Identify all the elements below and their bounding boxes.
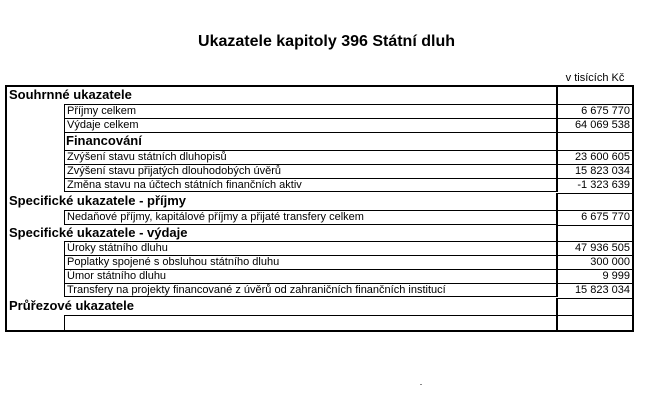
item-cell	[64, 104, 558, 118]
value-cell	[556, 178, 634, 192]
item-cell	[64, 210, 558, 225]
item-cell	[64, 150, 558, 164]
item-label: Nedaňové příjmy, kapitálové příjmy a přijaté transfery celkem	[67, 211, 364, 223]
subsection-label-financing: Financování	[66, 133, 142, 148]
value-cell	[556, 315, 634, 330]
value-cell-empty	[556, 87, 634, 104]
value-cell	[556, 164, 634, 178]
value-cell	[556, 283, 634, 297]
table-row	[7, 315, 634, 330]
table-row	[7, 241, 634, 255]
page-title: Ukazatele kapitoly 396 Státní dluh	[198, 33, 455, 50]
subsection-header-financing	[7, 132, 634, 150]
item-value: 6 675 770	[581, 211, 630, 223]
table-row	[7, 150, 634, 164]
item-value: 23 600 605	[574, 151, 630, 163]
item-value: 64 069 538	[574, 119, 630, 131]
table-row	[7, 210, 634, 225]
scan-speck	[420, 384, 422, 385]
section-label-crosscutting: Průřezové ukazatele	[9, 298, 135, 313]
table-row	[7, 104, 634, 118]
item-cell	[64, 178, 558, 192]
value-cell-empty	[556, 193, 634, 210]
value-cell	[556, 150, 634, 164]
item-cell	[64, 164, 558, 178]
section-label-revenue: Specifické ukazatele - příjmy	[9, 193, 187, 208]
table-row	[7, 118, 634, 132]
item-label: Zvýšení stavu přijatých dlouhodobých úvěrů	[67, 165, 282, 177]
value-cell-empty	[556, 225, 634, 241]
item-cell	[64, 118, 558, 132]
item-value: 9 999	[602, 270, 630, 282]
value-cell	[556, 118, 634, 132]
table-row	[7, 269, 634, 283]
item-value: 15 823 034	[574, 284, 630, 296]
item-label: Výdaje celkem	[67, 119, 139, 131]
item-label: Zvýšení stavu státních dluhopisů	[67, 151, 227, 163]
item-label: Příjmy celkem	[67, 105, 137, 117]
value-cell	[556, 255, 634, 269]
item-cell	[64, 241, 558, 255]
item-value: 6 675 770	[581, 105, 630, 117]
section-label-expenditure: Specifické ukazatele - výdaje	[9, 225, 188, 240]
unit-note: v tisících Kč	[565, 72, 625, 84]
item-cell	[64, 283, 558, 297]
table-row	[7, 255, 634, 269]
item-label: Změna stavu na účtech státních finančních aktiv	[67, 179, 302, 191]
item-label: Úroky státního dluhu	[67, 242, 168, 254]
table-row	[7, 178, 634, 192]
section-label-summary: Souhrnné ukazatele	[9, 87, 132, 102]
item-cell	[64, 315, 558, 330]
value-cell-empty	[556, 132, 634, 150]
section-header-crosscutting	[7, 298, 634, 315]
item-value: 15 823 034	[574, 165, 630, 177]
value-cell	[556, 210, 634, 225]
item-label: Poplatky spojené s obsluhou státního dluhu	[67, 256, 280, 268]
item-label: Úmor státního dluhu	[67, 270, 167, 282]
section-header-expenditure	[7, 225, 634, 241]
value-cell	[556, 269, 634, 283]
value-cell	[556, 241, 634, 255]
item-value: 47 936 505	[574, 242, 630, 254]
item-cell	[64, 269, 558, 283]
table-row	[7, 164, 634, 178]
value-cell	[556, 104, 634, 118]
item-value: -1 323 639	[577, 179, 630, 191]
indicators-table	[5, 85, 634, 332]
item-cell	[64, 255, 558, 269]
item-label: Transfery na projekty financované z úvěrů od zahraničních finančních institucí	[67, 284, 446, 296]
table-row	[7, 283, 634, 297]
item-value: 300 000	[590, 256, 630, 268]
section-header-summary	[7, 87, 634, 104]
value-cell-empty	[556, 298, 634, 315]
section-header-revenue	[7, 193, 634, 210]
